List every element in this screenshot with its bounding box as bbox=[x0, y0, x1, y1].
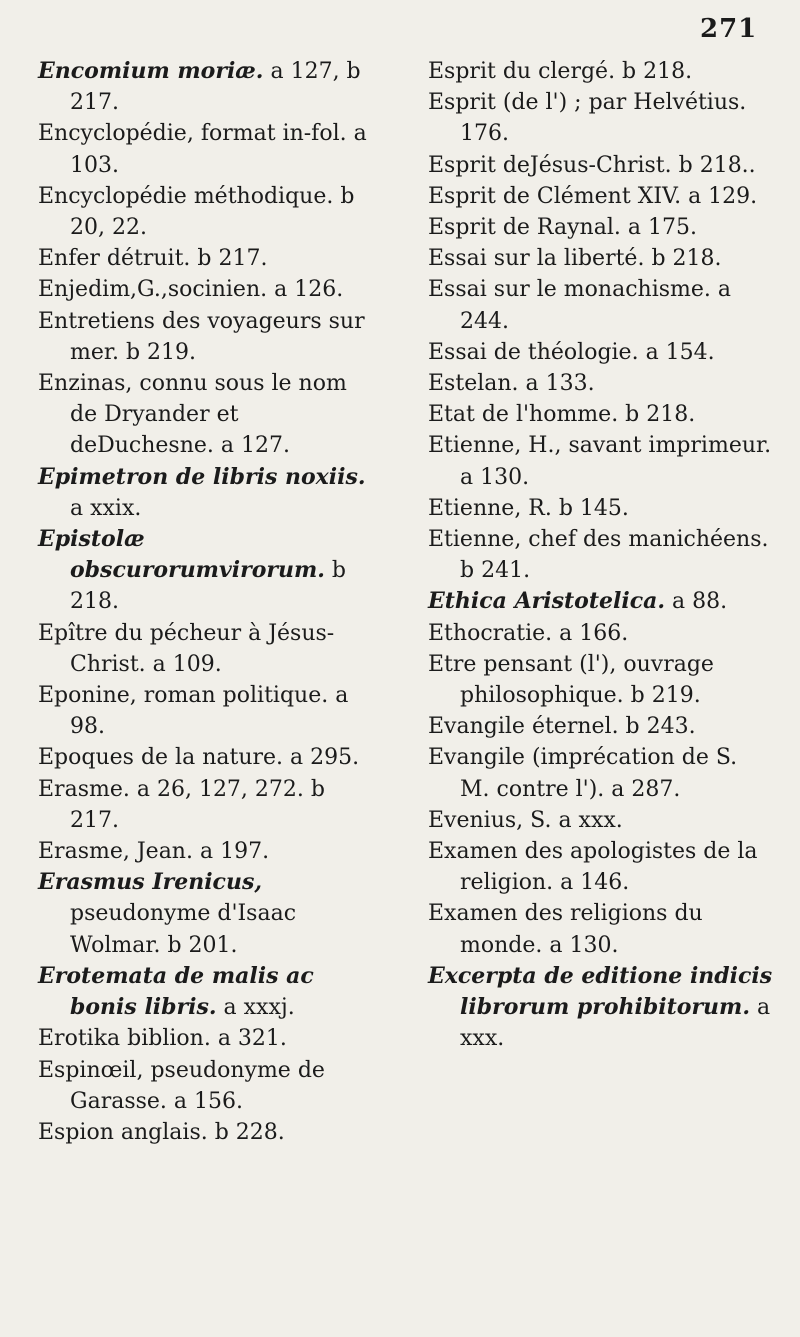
entry-heading: Ethica Aristotelica. bbox=[428, 588, 666, 615]
entry-heading: Epoques bbox=[38, 745, 134, 771]
index-entry bbox=[428, 961, 773, 1055]
entry-heading: Espinœil, bbox=[38, 1057, 144, 1083]
index-entry bbox=[38, 56, 368, 118]
entry-reference: b 218. bbox=[70, 558, 346, 615]
index-entry bbox=[38, 867, 368, 961]
entry-heading: Enfer bbox=[38, 246, 100, 272]
entry-reference: (de l') ; par Helvétius. 176. bbox=[460, 90, 747, 147]
entry-heading: Esprit bbox=[428, 59, 496, 84]
page-number: 271 bbox=[700, 14, 758, 44]
entry-reference: deJésus-Christ. b 218.. bbox=[495, 152, 756, 178]
entry-reference: G.,socinien. a 126. bbox=[137, 277, 344, 303]
left-column bbox=[38, 56, 368, 1148]
entry-heading: Estelan. bbox=[428, 371, 519, 397]
entry-heading: Excerpta de editione indicis librorum prohibitorum. bbox=[428, 962, 773, 1021]
entry-heading: Esprit bbox=[428, 183, 496, 209]
entry-reference: de théologie. a 154. bbox=[486, 339, 715, 365]
entry-heading: Erotemata de malis ac bonis libris. bbox=[38, 962, 314, 1021]
entry-reference: de la nature. a 295. bbox=[133, 745, 360, 771]
entry-heading: Erasmus Irenicus, bbox=[38, 869, 262, 896]
index-entry bbox=[38, 618, 368, 680]
entry-reference: R. b 145. bbox=[521, 495, 629, 521]
entry-heading: Enjedim, bbox=[38, 277, 138, 303]
entry-heading: Erotika bbox=[38, 1026, 121, 1052]
entry-reference: roman politique. a 98. bbox=[70, 683, 349, 740]
entry-heading: Etienne, bbox=[428, 527, 522, 553]
index-entry bbox=[428, 836, 773, 898]
entry-reference: du pécheur à Jésus-Christ. a 109. bbox=[70, 620, 335, 677]
entry-heading: Epître bbox=[38, 620, 108, 646]
index-entry bbox=[428, 87, 773, 149]
entry-heading: Erasme. bbox=[38, 776, 130, 802]
entry-heading: Espion bbox=[38, 1119, 114, 1145]
entry-heading: Evenius, bbox=[428, 807, 524, 833]
index-entry bbox=[38, 181, 368, 243]
entry-heading: Esprit bbox=[428, 215, 496, 241]
index-entry bbox=[428, 524, 773, 586]
entry-heading: Epimetron de libris noxiis. bbox=[38, 463, 366, 490]
index-entry bbox=[428, 368, 773, 399]
index-entry bbox=[428, 56, 773, 87]
entry-reference: biblion. a 321. bbox=[120, 1026, 287, 1052]
entry-heading: Encomium moriæ. bbox=[38, 58, 264, 84]
index-entry bbox=[38, 462, 368, 524]
entry-heading: Encyclopédie, bbox=[38, 121, 194, 147]
entry-heading: Essai bbox=[428, 339, 487, 365]
entry-heading: Etat bbox=[428, 402, 475, 428]
index-entry bbox=[428, 181, 773, 212]
entry-heading: Etienne, bbox=[428, 495, 522, 521]
entry-heading: Erasme, bbox=[38, 839, 130, 865]
entry-reference: sur la liberté. b 218. bbox=[486, 246, 722, 272]
index-entry bbox=[428, 898, 773, 960]
index-entry bbox=[428, 742, 773, 804]
index-entry bbox=[428, 618, 773, 649]
index-entry bbox=[428, 337, 773, 368]
index-entry bbox=[428, 711, 773, 742]
index-entry bbox=[38, 274, 368, 305]
entry-reference: a 166. bbox=[552, 620, 629, 646]
entry-reference: connu sous le nom de Dryander et deDuchesne. a 127. bbox=[70, 371, 347, 459]
index-entry bbox=[428, 430, 773, 492]
entry-heading: Examen bbox=[428, 901, 518, 927]
right-column bbox=[428, 56, 773, 1055]
entry-reference: a 26, 127, 272. b 217. bbox=[70, 776, 325, 833]
entry-reference: détruit. b 217. bbox=[99, 246, 268, 272]
entry-reference: (imprécation de S. M. contre l'). a 287. bbox=[460, 745, 738, 802]
index-entry bbox=[38, 243, 368, 274]
entry-heading: Esprit bbox=[428, 152, 496, 178]
entry-reference: du clergé. b 218. bbox=[495, 59, 693, 84]
index-entry bbox=[38, 1055, 368, 1117]
index-entry bbox=[38, 680, 368, 742]
entry-reference: pensant (l'), ouvrage philosophique. b 219. bbox=[460, 651, 714, 709]
entry-reference: H., savant imprimeur. a 130. bbox=[460, 433, 772, 490]
index-entry bbox=[38, 742, 368, 773]
index-entry bbox=[428, 586, 773, 617]
entry-heading: Encyclopédie bbox=[38, 183, 187, 209]
entry-heading: Examen bbox=[428, 839, 518, 865]
entry-reference: S. a xxx. bbox=[523, 807, 623, 833]
entry-heading: Evangile bbox=[428, 745, 525, 771]
entry-reference: anglais. b 228. bbox=[113, 1119, 285, 1145]
entry-heading: Entretiens bbox=[38, 308, 155, 334]
index-entry bbox=[428, 805, 773, 836]
entry-heading: Etre bbox=[428, 651, 477, 677]
index-entry bbox=[428, 150, 773, 181]
entry-reference: de l'homme. b 218. bbox=[474, 402, 696, 428]
entry-heading: Etienne, bbox=[428, 433, 522, 459]
entry-reference: éternel. b 243. bbox=[524, 714, 696, 740]
index-entry bbox=[38, 836, 368, 867]
index-entry bbox=[38, 118, 368, 180]
entry-reference: a xxx. bbox=[460, 995, 771, 1052]
entry-heading: Ethocratie. bbox=[428, 620, 553, 646]
entry-reference: de Clément XIV. a 129. bbox=[495, 183, 758, 209]
entry-heading: Epistolæ obscurorumvirorum. bbox=[38, 526, 325, 584]
entry-reference: a 133. bbox=[518, 371, 595, 397]
entry-heading: Eponine, bbox=[38, 683, 137, 709]
entry-reference: a xxix. bbox=[70, 495, 142, 521]
entry-reference: de Raynal. a 175. bbox=[495, 215, 697, 241]
entry-reference: pseudonyme de Garasse. a 156. bbox=[70, 1057, 325, 1114]
index-entry bbox=[428, 243, 773, 274]
entry-reference: a 127, b 217. bbox=[70, 59, 361, 116]
entry-reference: format in-fol. a 103. bbox=[70, 121, 367, 178]
index-entry bbox=[38, 1117, 368, 1148]
entry-reference: Jean. a 197. bbox=[129, 839, 270, 865]
entry-reference: a xxxj. bbox=[216, 995, 295, 1021]
entry-reference: des apologistes de la religion. a 146. bbox=[460, 839, 758, 896]
entry-reference: méthodique. b 20, 22. bbox=[70, 183, 355, 241]
entry-heading: Evangile bbox=[428, 714, 525, 740]
entry-reference: chef des manichéens. b 241. bbox=[460, 527, 769, 584]
entry-reference: des religions du monde. a 130. bbox=[460, 901, 703, 958]
entry-reference: sur le monachisme. a 244. bbox=[460, 277, 731, 334]
index-entry bbox=[38, 524, 368, 618]
index-entry bbox=[428, 493, 773, 524]
index-entry bbox=[38, 774, 368, 836]
entry-heading: Essai bbox=[428, 277, 487, 303]
index-entry bbox=[38, 961, 368, 1023]
entry-heading: Enzinas, bbox=[38, 371, 133, 397]
entry-reference: des voyageurs sur mer. b 219. bbox=[70, 308, 365, 365]
entry-heading: Essai bbox=[428, 246, 487, 272]
index-entry bbox=[428, 649, 773, 711]
index-entry bbox=[38, 368, 368, 462]
index-entry bbox=[428, 399, 773, 430]
index-entry bbox=[428, 274, 773, 336]
entry-heading: Esprit bbox=[428, 90, 496, 116]
index-entry bbox=[428, 212, 773, 243]
entry-reference: a 88. bbox=[665, 589, 728, 615]
index-entry bbox=[38, 306, 368, 368]
index-entry bbox=[38, 1023, 368, 1054]
entry-reference: pseudonyme d'Isaac Wolmar. b 201. bbox=[70, 901, 297, 958]
